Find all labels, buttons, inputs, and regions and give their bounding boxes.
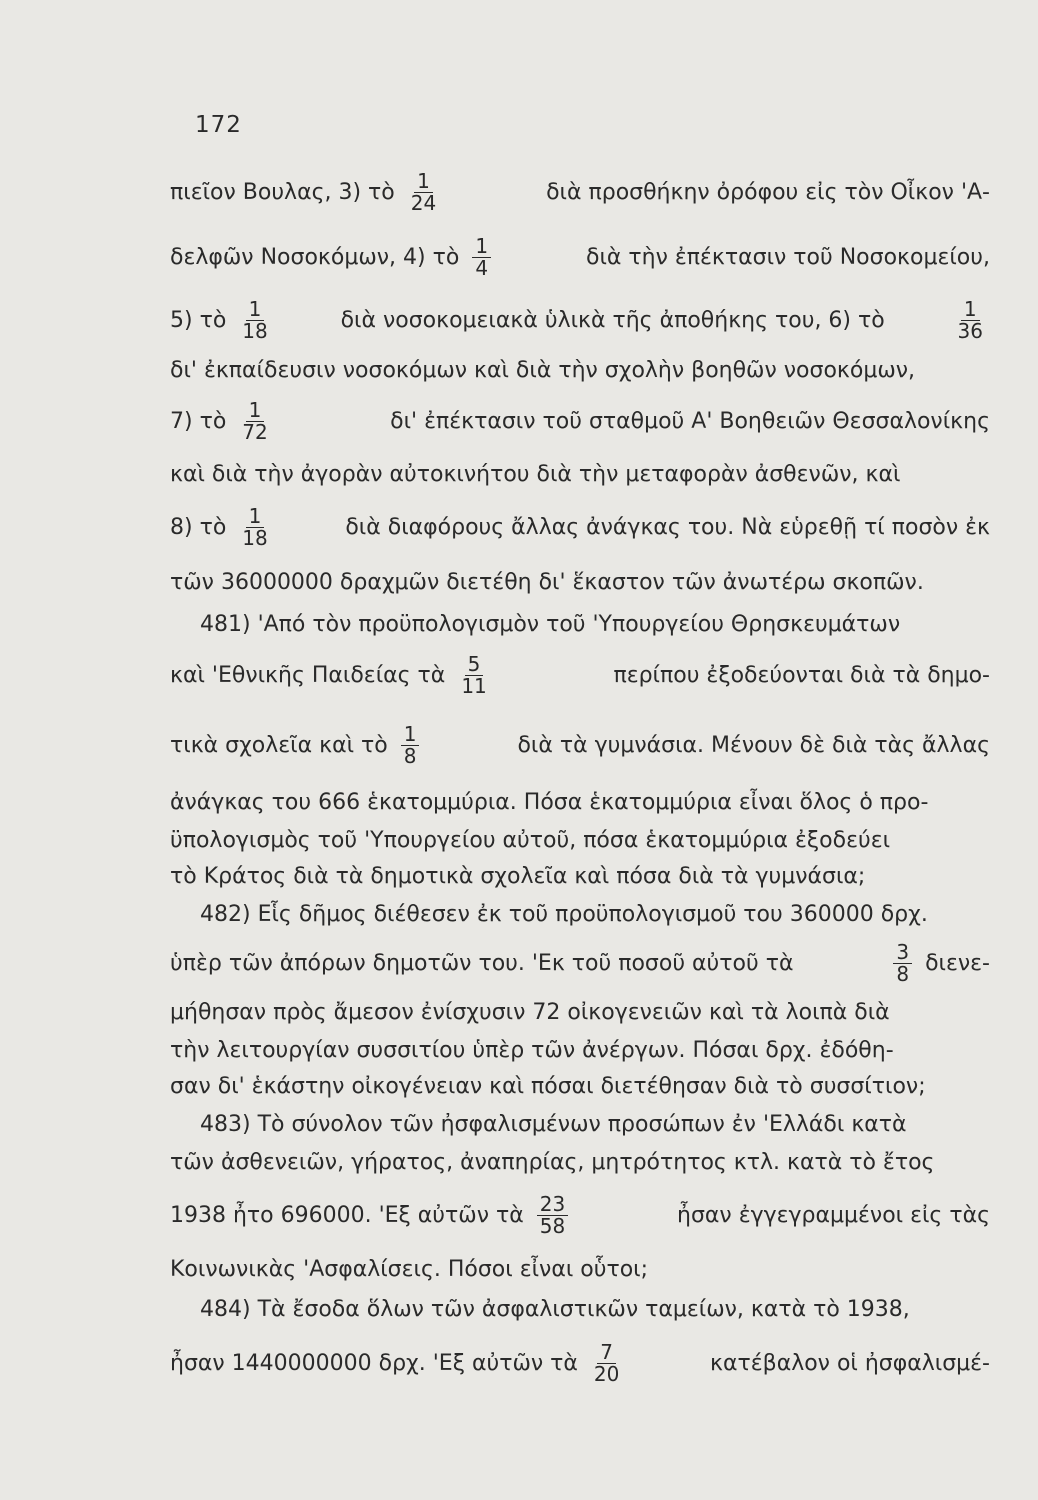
fraction: $\frac{23}{58}$ (537, 1194, 568, 1237)
text-line: τῶν 36000000 δραχμῶν διετέθη δι' ἕκαστον τῶν ἀνωτέρω σκοπῶν. (170, 569, 924, 595)
fraction: $\frac{1}{18}$ (242, 296, 268, 343)
text-line: ϋπολογισμὸς τοῦ 'Υπουργείου αὐτοῦ, πόσα ἑκατομμύρια ἐξοδεύει (170, 827, 891, 853)
text-line: τὴν λειτουργίαν συσσιτίου ὑπὲρ τῶν ἀνέργων. Πόσαι δρχ. ἐδόθη- (170, 1037, 894, 1063)
text-line: ἦσαν 1440000000 δρχ. 'Εξ αὐτῶν τὰ $\frac{7}{20}$ κατέβαλον οἱ ἠσφαλισμέ- (170, 1339, 990, 1386)
text-line: 483) Τὸ σύνολον τῶν ἠσφαλισμένων προσώπων ἐν 'Ελλάδι κατὰ (200, 1111, 907, 1137)
text-line: τὸ Κράτος διὰ τὰ δημοτικὰ σχολεῖα καὶ πόσα διὰ τὰ γυμνάσια; (170, 863, 866, 889)
text-line: 481) 'Από τὸν προϋπολογισμὸν τοῦ 'Υπουργείου Θρησκευμάτων (200, 611, 901, 637)
fraction: $\frac{1}{8}$ (401, 724, 420, 767)
fraction: $\frac{1}{36}$ (957, 296, 983, 343)
text-line: πιεῖον Βουλας, 3) τὸ $\frac{1}{24}$ διὰ προσθήκην ὀρόφου εἰς τὸν Οἶκον 'Α- (170, 168, 990, 215)
text-line: μήθησαν πρὸς ἄμεσον ἐνίσχυσιν 72 οἰκογενειῶν καὶ τὰ λοιπὰ διὰ (170, 999, 890, 1025)
text-line: δι' ἐκπαίδευσιν νοσοκόμων καὶ διὰ τὴν σχολὴν βοηθῶν νοσοκόμων, (170, 357, 916, 383)
fraction: $\frac{3}{8}$ (893, 942, 912, 985)
text-line: 7) τὸ $\frac{1}{72}$ δι' ἐπέκτασιν τοῦ σταθμοῦ Α' Βοηθειῶν Θεσσαλονίκης (170, 397, 990, 444)
text-line: ὑπὲρ τῶν ἀπόρων δημοτῶν του. 'Εκ τοῦ ποσοῦ αὐτοῦ τὰ $\frac{3}{8}$ διενε- (170, 939, 990, 986)
text-line: ἀνάγκας του 666 ἑκατομμύρια. Πόσα ἑκατομμύρια εἶναι ὅλος ὁ προ- (170, 789, 929, 815)
fraction: $\frac{1}{72}$ (242, 397, 268, 444)
fraction: $\frac{7}{20}$ (593, 1339, 620, 1386)
text-line: σαν δι' ἑκάστην οἰκογένειαν καὶ πόσαι διετέθησαν διὰ τὸ συσσίτιον; (170, 1073, 926, 1099)
fraction: $\frac{1}{24}$ (410, 168, 437, 215)
text-line: τικὰ σχολεῖα καὶ τὸ $\frac{1}{8}$ διὰ τὰ γυμνάσια. Μένουν δὲ διὰ τὰς ἄλλας (170, 721, 990, 768)
text-line: 8) τὸ $\frac{1}{18}$ διὰ διαφόρους ἄλλας ἀνάγκας του. Νὰ εὑρεθῇ τί ποσὸν ἐκ (170, 503, 990, 550)
text-line: 5) τὸ $\frac{1}{18}$ διὰ νοσοκομειακὰ ὑλικὰ τῆς ἀποθήκης του, 6) τὸ $\frac{1}{36}$ (170, 290, 990, 350)
fraction: $\frac{1}{18}$ (242, 503, 268, 550)
text-line: 1938 ἦτο 696000. 'Εξ αὐτῶν τὰ $\frac{23}{58}$ ἦσαν ἐγγεγραμμένοι εἰς τὰς (170, 1191, 990, 1238)
text-line: δελφῶν Νοσοκόμων, 4) τὸ $\frac{1}{4}$ διὰ τὴν ἐπέκτασιν τοῦ Νοσοκομείου, (170, 233, 990, 280)
text-line: καὶ διὰ τὴν ἀγορὰν αὐτοκινήτου διὰ τὴν μεταφορὰν ἀσθενῶν, καὶ (170, 461, 901, 487)
fraction: $\frac{5}{11}$ (461, 651, 487, 698)
page-body (170, 160, 990, 1396)
text-line: καὶ 'Εθνικῆς Παιδείας τὰ $\frac{5}{11}$ περίπου ἐξοδεύονται διὰ τὰ δημο- (170, 651, 990, 698)
text-line: Κοινωνικὰς 'Ασφαλίσεις. Πόσοι εἶναι οὗτοι; (170, 1256, 649, 1282)
text-line: τῶν ἀσθενειῶν, γήρατος, ἀναπηρίας, μητρότητος κτλ. κατὰ τὸ ἔτος (170, 1149, 935, 1175)
fraction: $\frac{1}{4}$ (472, 236, 491, 279)
text-line: 482) Εἷς δῆμος διέθεσεν ἐκ τοῦ προϋπολογισμοῦ του 360000 δρχ. (200, 901, 928, 927)
page-number: 172 (195, 112, 242, 138)
text-line: 484) Τὰ ἔσοδα ὅλων τῶν ἀσφαλιστικῶν ταμείων, κατὰ τὸ 1938, (200, 1296, 910, 1322)
